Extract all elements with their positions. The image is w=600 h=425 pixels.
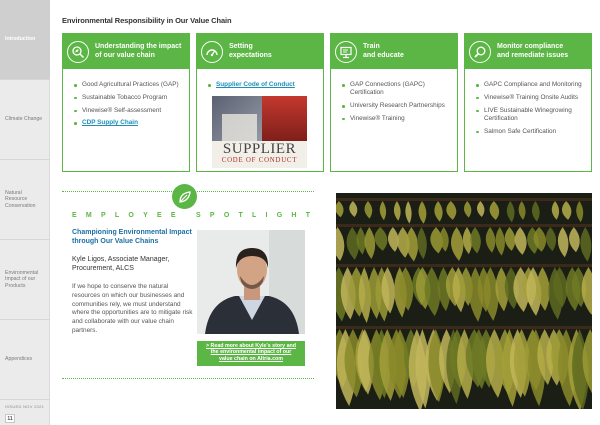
person-role: Procurement, ALCS <box>72 264 134 272</box>
spotlight-leaf-icon <box>172 184 197 209</box>
page-number: 11 <box>5 414 15 423</box>
column-list <box>331 69 457 123</box>
column-list <box>63 69 189 128</box>
sidebar-item-label: Introduction <box>5 36 36 43</box>
list-item: Good Agricultural Practices (GAP) <box>73 81 183 89</box>
page-title: Environmental Responsibility in Our Value Chain <box>62 16 232 25</box>
sidebar-item-environmental-impact[interactable] <box>0 240 50 320</box>
column-understanding-impact <box>62 33 190 172</box>
sidebar-item-label: Climate Change <box>5 116 43 123</box>
column-monitor-compliance <box>464 33 592 172</box>
gauge-icon <box>201 41 223 63</box>
sidebar-item-climate-change[interactable] <box>0 80 50 160</box>
column-setting-expectations <box>196 33 324 172</box>
person-name: Kyle Ligos, Associate Manager, <box>72 256 170 263</box>
list-item: GAPC Compliance and Monitoring <box>475 81 585 89</box>
spotlight-label: E M P L O Y E E S P O T L I G H T <box>72 212 310 219</box>
sidebar-item-appendices[interactable] <box>0 320 50 400</box>
column-title: Train and educate <box>363 43 404 59</box>
employee-photo <box>197 230 305 334</box>
cover-title: SUPPLIER <box>222 141 297 157</box>
list-item: LIVE Sustainable Winegrowing Certification <box>475 107 585 124</box>
sidebar-item-natural-resource-conservation[interactable] <box>0 160 50 240</box>
list-item: Vinewise® Training Onsite Audits <box>475 94 585 102</box>
sidebar-item-label: Appendices <box>5 356 33 363</box>
sidebar-item-label: Environmental Impact of our Products <box>5 270 39 289</box>
search-icon <box>469 41 491 63</box>
list-item: Vinewise® Training <box>341 115 451 123</box>
column-header <box>331 34 457 69</box>
spotlight-person <box>72 256 197 273</box>
list-item: University Research Partnerships <box>341 102 451 110</box>
column-title: Setting expectations <box>229 43 272 59</box>
sidebar-item-label: Natural Resource Conservation <box>5 190 36 209</box>
list-item: Sustainable Tobacco Program <box>73 94 183 102</box>
tobacco-barn-photo <box>336 193 592 409</box>
supplier-code-of-conduct-link[interactable]: Supplier Code of Conduct <box>207 81 317 89</box>
spotlight-title: Championing Environmental Impact through Our Value Chains <box>72 229 192 245</box>
column-title: Understanding the impact of our value chain <box>95 43 182 59</box>
spotlight-bottom-divider <box>62 378 314 379</box>
magnifier-leaf-icon <box>67 41 89 63</box>
column-title: Monitor compliance and remediate issues <box>497 43 569 59</box>
column-header <box>197 34 323 69</box>
section-sidebar <box>0 0 50 425</box>
column-list <box>197 69 323 89</box>
column-train-educate <box>330 33 458 172</box>
column-header <box>465 34 591 69</box>
list-item: Salmon Safe Certification <box>475 128 585 136</box>
column-header <box>63 34 189 69</box>
column-list <box>465 69 591 136</box>
list-item: Vinewise® Self-assessment <box>73 107 183 115</box>
issue-date: ISSUED NOV 2021 <box>5 404 45 409</box>
read-more-link[interactable]: > Read more about Kyle's story and the environmental impact of our value chain on Altria.com <box>197 341 305 366</box>
spotlight-body: If we hope to conserve the natural resources on which our businesses and communities rely, we must understand where the opportunities are to mitigate risk and collaborate with our value chain partners. <box>72 283 193 334</box>
cdp-supply-chain-link[interactable]: CDP Supply Chain <box>73 119 183 127</box>
cover-subtitle: CODE OF CONDUCT <box>221 157 298 164</box>
presentation-board-icon <box>335 41 357 63</box>
supplier-code-of-conduct-cover[interactable] <box>212 96 307 168</box>
sidebar-item-introduction[interactable] <box>0 0 50 80</box>
list-item: GAP Connections (GAPC) Certification <box>341 81 451 98</box>
